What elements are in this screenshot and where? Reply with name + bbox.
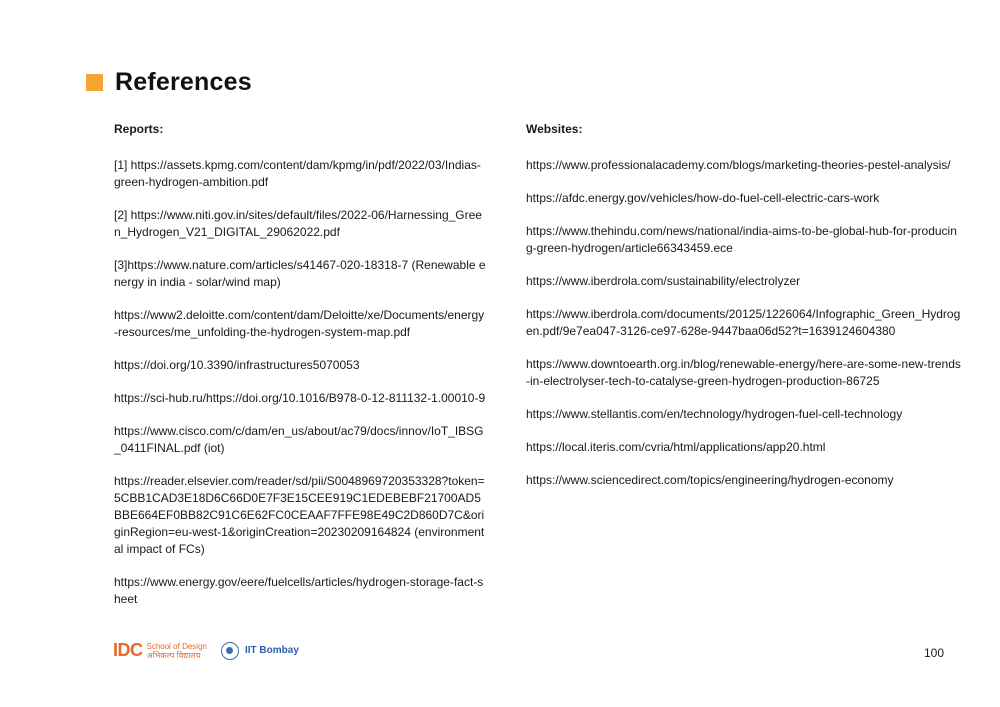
idc-line-english: School of Design [146, 641, 207, 651]
footer-logos [113, 640, 299, 661]
page-title-block [86, 68, 252, 97]
title-accent-square-icon [86, 74, 103, 91]
website-item: https://www.iberdrola.com/sustainability/electrolyzer [526, 274, 801, 288]
website-item: https://www.stellantis.com/en/technology/hydrogen-fuel-cell-technology [526, 407, 903, 421]
report-item: https://www2.deloitte.com/content/dam/Deloitte/xe/Documents/energy-resources/me_unfolding-the-hydrogen-system-map.pdf [114, 308, 485, 339]
report-item: https://www.energy.gov/eere/fuelcells/articles/hydrogen-storage-fact-sheet [114, 575, 484, 606]
website-item: https://afdc.energy.gov/vehicles/how-do-fuel-cell-electric-cars-work [526, 191, 880, 205]
website-item: https://www.sciencedirect.com/topics/engineering/hydrogen-economy [526, 473, 894, 487]
website-item: https://www.iberdrola.com/documents/20125/1226064/Infographic_Green_Hydrogen.pdf/9e7ea047-3126-ce97-628e-9447baa06d52?t=1639124604380 [526, 307, 961, 338]
idc-logo-text [147, 642, 207, 660]
report-item: [3]https://www.nature.com/articles/s41467-020-18318-7 (Renewable energy in india - solar/wind map) [114, 258, 486, 289]
idc-line-hindi: अभिकल्प विद्यालय [146, 650, 201, 660]
websites-column [526, 121, 962, 505]
report-item: https://www.cisco.com/c/dam/en_us/about/ac79/docs/innov/IoT_IBSG_0411FINAL.pdf (iot) [114, 424, 484, 455]
report-item: [2] https://www.niti.gov.in/sites/default/files/2022-06/Harnessing_Green_Hydrogen_V21_DIGITAL_29062022.pdf [114, 208, 482, 239]
report-item: [1] https://assets.kpmg.com/content/dam/kpmg/in/pdf/2022/03/Indias-green-hydrogen-ambition.pdf [114, 158, 481, 189]
website-item: https://www.thehindu.com/news/national/india-aims-to-be-global-hub-for-producing-green-hydrogen/article66343459.ece [526, 224, 957, 255]
website-item: https://local.iteris.com/cvria/html/applications/app20.html [526, 440, 826, 454]
page-title: References [115, 68, 252, 96]
website-item: https://www.downtoearth.org.in/blog/renewable-energy/here-are-some-new-trends-in-electrolyser-tech-to-catalyse-green-hydrogen-production-86725 [526, 357, 961, 388]
website-item: https://www.professionalacademy.com/blogs/marketing-theories-pestel-analysis/ [526, 158, 951, 172]
iit-bombay-logo-text: IIT Bombay [244, 645, 299, 656]
page-number: 100 [924, 646, 945, 660]
reports-column [114, 121, 486, 624]
websites-heading: Websites: [526, 122, 583, 136]
report-item: https://reader.elsevier.com/reader/sd/pii/S0048969720353328?token=5CBB1CAD3E18D6C66D0E7F3E15CEE919C1EDEBEBF21700AD5BBE664EF0BB82C91C6E62FC0CEAAF7FFE98E49C2D860D7C&originRegion=eu-west-1&originCreation=20230209164824 (environmental impact of FCs) [114, 474, 485, 556]
idc-logo: IDC [113, 640, 143, 660]
iit-emblem-icon [221, 642, 239, 660]
reports-heading: Reports: [114, 122, 164, 136]
report-item: https://doi.org/10.3390/infrastructures5070053 [114, 358, 360, 372]
report-item: https://sci-hub.ru/https://doi.org/10.1016/B978-0-12-811132-1.00010-9 [114, 391, 486, 405]
